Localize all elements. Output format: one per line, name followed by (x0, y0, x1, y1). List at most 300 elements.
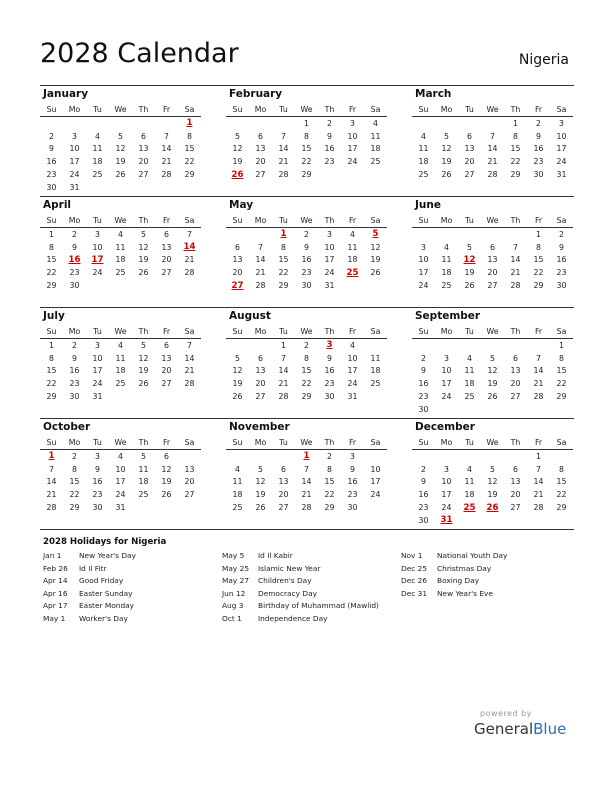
day-cell: 10 (69, 144, 80, 154)
day-cell: 18 (441, 268, 452, 278)
week-row (412, 117, 573, 130)
empty-day-cell (458, 450, 481, 463)
week-row (412, 130, 573, 143)
holiday-item (222, 576, 379, 589)
day-cell: 9 (49, 144, 54, 154)
empty-day-cell (481, 228, 504, 241)
day-cell: 20 (184, 477, 195, 487)
month-table (226, 102, 387, 181)
week-row (226, 117, 387, 130)
week-row (40, 117, 201, 130)
weekday-header: Su (226, 435, 249, 450)
week-row (412, 390, 573, 403)
day-cell: 19 (487, 379, 498, 389)
day-cell: 2 (559, 229, 564, 239)
day-cell: 15 (324, 477, 335, 487)
day-cell: 13 (278, 477, 289, 487)
holiday-name: New Year's Day (79, 551, 136, 560)
empty-day-cell (132, 117, 155, 130)
day-cell: 17 (418, 268, 429, 278)
empty-day-cell (527, 339, 550, 352)
day-cell: 11 (115, 353, 126, 363)
day-cell: 14 (161, 144, 172, 154)
weekday-header: We (481, 324, 504, 339)
holiday-date: Jun 12 (222, 588, 246, 598)
holiday-date: Aug 3 (222, 601, 244, 610)
day-cell: 12 (487, 477, 498, 487)
day-cell: 17 (69, 157, 80, 167)
day-cell: 30 (69, 392, 80, 402)
day-cell: 2 (327, 118, 332, 128)
day-cell: 28 (533, 503, 544, 513)
empty-day-cell (458, 117, 481, 130)
empty-day-cell (364, 450, 387, 463)
day-cell: 2 (72, 340, 77, 350)
day-cell: 9 (536, 131, 541, 141)
weekday-header: Mo (63, 435, 86, 450)
day-cell: 19 (487, 490, 498, 500)
day-cell: 1 (49, 340, 54, 350)
day-cell: 9 (421, 366, 426, 376)
day-cell: 17 (370, 477, 381, 487)
empty-day-cell (435, 339, 458, 352)
empty-day-cell (155, 501, 178, 514)
day-cell: 25 (464, 392, 475, 402)
weekday-header: We (481, 102, 504, 117)
empty-day-cell (249, 450, 272, 463)
holiday-day-cell: 1 (186, 118, 193, 129)
month-table (226, 435, 387, 514)
day-cell: 10 (370, 464, 381, 474)
day-cell: 30 (418, 515, 429, 525)
country-label: Nigeria (518, 52, 569, 68)
day-cell: 20 (138, 157, 149, 167)
month-december (412, 419, 574, 527)
day-cell: 5 (490, 353, 495, 363)
day-cell: 27 (278, 503, 289, 513)
weekday-header: Sa (364, 102, 387, 117)
day-cell: 24 (418, 281, 429, 291)
day-cell: 1 (513, 118, 518, 128)
day-cell: 13 (510, 366, 521, 376)
day-cell: 29 (46, 281, 57, 291)
day-cell: 5 (118, 131, 123, 141)
holiday-day-cell: 1 (48, 451, 55, 462)
day-cell: 12 (487, 366, 498, 376)
day-cell: 18 (138, 477, 149, 487)
week-row (226, 365, 387, 378)
day-cell: 24 (92, 379, 103, 389)
day-cell: 22 (278, 268, 289, 278)
day-cell: 24 (441, 392, 452, 402)
day-cell: 12 (232, 144, 243, 154)
day-cell: 29 (278, 281, 289, 291)
empty-day-cell (550, 514, 573, 527)
empty-day-cell (435, 403, 458, 416)
week-row (226, 155, 387, 168)
day-cell: 29 (556, 392, 567, 402)
day-cell: 19 (441, 157, 452, 167)
day-cell: 16 (418, 379, 429, 389)
empty-day-cell (109, 117, 132, 130)
day-cell: 16 (301, 255, 312, 265)
weekday-header: Sa (178, 102, 201, 117)
day-cell: 13 (138, 144, 149, 154)
holiday-name: Easter Monday (79, 601, 135, 610)
day-cell: 23 (418, 392, 429, 402)
weekday-header: Mo (249, 102, 272, 117)
day-cell: 15 (533, 255, 544, 265)
holiday-day-cell: 5 (372, 229, 379, 240)
weekday-header: Tu (458, 324, 481, 339)
day-cell: 8 (304, 131, 309, 141)
day-cell: 4 (118, 451, 123, 461)
empty-day-cell (550, 403, 573, 416)
holiday-name: Id Il Fitr (79, 563, 107, 573)
day-cell: 10 (441, 366, 452, 376)
holiday-item (401, 551, 507, 564)
day-cell: 22 (556, 490, 567, 500)
holiday-day-cell: 1 (280, 229, 287, 240)
day-cell: 3 (559, 118, 564, 128)
month-table (412, 102, 573, 181)
day-cell: 22 (69, 490, 80, 500)
day-cell: 21 (533, 379, 544, 389)
day-cell: 13 (464, 144, 475, 154)
day-cell: 29 (301, 170, 312, 180)
weekday-header: Su (226, 324, 249, 339)
day-cell: 5 (141, 229, 146, 239)
day-cell: 26 (441, 170, 452, 180)
week-row (40, 279, 201, 292)
day-cell: 28 (301, 503, 312, 513)
empty-day-cell (109, 390, 132, 403)
day-cell: 27 (161, 379, 172, 389)
day-cell: 20 (161, 255, 172, 265)
holiday-item (401, 564, 507, 577)
month-table (40, 435, 201, 514)
week-row (226, 488, 387, 501)
day-cell: 30 (418, 404, 429, 414)
day-cell: 6 (235, 242, 240, 252)
weekday-header: Fr (527, 324, 550, 339)
empty-day-cell (109, 181, 132, 194)
day-cell: 18 (370, 144, 381, 154)
day-cell: 3 (95, 229, 100, 239)
day-cell: 14 (278, 144, 289, 154)
day-cell: 29 (324, 503, 335, 513)
day-cell: 24 (441, 503, 452, 513)
holiday-name: National Youth Day (437, 551, 508, 560)
day-cell: 14 (255, 255, 266, 265)
week-row (226, 463, 387, 476)
day-cell: 2 (72, 229, 77, 239)
holiday-name: Children's Day (258, 576, 312, 585)
weekday-header: Mo (435, 435, 458, 450)
day-cell: 1 (304, 118, 309, 128)
empty-day-cell (364, 168, 387, 181)
empty-day-cell (481, 514, 504, 527)
day-cell: 26 (487, 392, 498, 402)
empty-day-cell (364, 501, 387, 514)
day-cell: 31 (115, 503, 126, 513)
day-cell: 6 (513, 464, 518, 474)
brand-logo[interactable] (474, 720, 566, 738)
day-cell: 2 (421, 464, 426, 474)
holiday-item (401, 576, 507, 589)
week-row (412, 488, 573, 501)
day-cell: 14 (46, 477, 57, 487)
day-cell: 26 (115, 170, 126, 180)
week-row (226, 339, 387, 352)
day-cell: 13 (510, 477, 521, 487)
week-row (226, 143, 387, 156)
day-cell: 29 (533, 281, 544, 291)
day-cell: 1 (281, 340, 286, 350)
weekday-header: We (295, 102, 318, 117)
day-cell: 11 (115, 242, 126, 252)
day-cell: 18 (92, 157, 103, 167)
day-cell: 18 (418, 157, 429, 167)
day-cell: 15 (510, 144, 521, 154)
weekday-header: Tu (458, 213, 481, 228)
day-cell: 27 (255, 392, 266, 402)
day-cell: 16 (92, 477, 103, 487)
day-cell: 7 (258, 242, 263, 252)
empty-day-cell (504, 450, 527, 463)
day-cell: 12 (232, 366, 243, 376)
day-cell: 4 (235, 464, 240, 474)
month-table (226, 324, 387, 403)
weekday-header: Th (504, 435, 527, 450)
weekday-header: Tu (458, 102, 481, 117)
month-june (412, 197, 574, 292)
day-cell: 18 (115, 255, 126, 265)
day-cell: 1 (49, 229, 54, 239)
day-cell: 24 (370, 490, 381, 500)
day-cell: 14 (533, 366, 544, 376)
empty-day-cell (481, 339, 504, 352)
empty-day-cell (458, 403, 481, 416)
day-cell: 21 (533, 490, 544, 500)
holiday-item (222, 564, 379, 577)
holiday-date: Apr 14 (43, 576, 68, 585)
brand-name-general: General (474, 720, 534, 738)
day-cell: 23 (533, 157, 544, 167)
day-cell: 17 (115, 477, 126, 487)
weekday-header: Sa (364, 213, 387, 228)
holiday-day-cell: 26 (486, 502, 499, 513)
weekday-header: Fr (341, 213, 364, 228)
month-table (226, 213, 387, 292)
empty-day-cell (364, 390, 387, 403)
day-cell: 9 (421, 477, 426, 487)
day-cell: 13 (255, 366, 266, 376)
day-cell: 29 (510, 170, 521, 180)
day-cell: 24 (69, 170, 80, 180)
day-cell: 5 (235, 131, 240, 141)
day-cell: 1 (536, 229, 541, 239)
day-cell: 8 (187, 131, 192, 141)
holiday-date: Oct 1 (222, 613, 242, 623)
day-cell: 7 (490, 131, 495, 141)
day-cell: 17 (347, 144, 358, 154)
week-row (412, 377, 573, 390)
day-cell: 8 (49, 353, 54, 363)
day-cell: 28 (278, 170, 289, 180)
holiday-day-cell: 27 (231, 280, 244, 291)
day-cell: 28 (487, 170, 498, 180)
weekday-header: Th (504, 324, 527, 339)
day-cell: 19 (232, 157, 243, 167)
week-row (40, 155, 201, 168)
month-table (40, 102, 201, 194)
day-cell: 3 (95, 340, 100, 350)
empty-day-cell (412, 339, 435, 352)
week-row (412, 143, 573, 156)
day-cell: 3 (350, 451, 355, 461)
day-cell: 1 (536, 451, 541, 461)
day-cell: 21 (255, 268, 266, 278)
day-cell: 11 (441, 255, 452, 265)
holiday-name: Good Friday (79, 576, 124, 585)
month-table (40, 213, 201, 292)
day-cell: 13 (161, 242, 172, 252)
week-row (412, 514, 573, 527)
weekday-header: Sa (550, 213, 573, 228)
empty-day-cell (132, 390, 155, 403)
week-row (40, 476, 201, 489)
empty-day-cell (504, 339, 527, 352)
day-cell: 25 (232, 503, 243, 513)
empty-day-cell (272, 450, 295, 463)
day-cell: 30 (347, 503, 358, 513)
holiday-day-cell: 14 (183, 242, 196, 253)
empty-day-cell (458, 339, 481, 352)
day-cell: 9 (327, 131, 332, 141)
holiday-day-cell: 12 (463, 254, 476, 265)
day-cell: 12 (161, 464, 172, 474)
day-cell: 25 (115, 268, 126, 278)
day-cell: 20 (278, 490, 289, 500)
empty-day-cell (226, 339, 249, 352)
weekday-header: We (109, 213, 132, 228)
day-cell: 30 (556, 281, 567, 291)
weekday-header: Th (504, 102, 527, 117)
empty-day-cell (435, 228, 458, 241)
holiday-name: Worker's Day (79, 613, 128, 623)
holiday-date: Jan 1 (43, 551, 62, 560)
day-cell: 10 (92, 353, 103, 363)
day-cell: 14 (533, 477, 544, 487)
empty-day-cell (341, 279, 364, 292)
month-march (412, 86, 574, 181)
day-cell: 27 (464, 170, 475, 180)
empty-day-cell (458, 514, 481, 527)
day-cell: 17 (92, 366, 103, 376)
page-title: 2028 Calendar (40, 38, 239, 69)
day-cell: 3 (421, 242, 426, 252)
empty-day-cell (86, 117, 109, 130)
day-cell: 12 (115, 144, 126, 154)
week-row (40, 254, 201, 267)
day-cell: 9 (304, 242, 309, 252)
empty-day-cell (504, 228, 527, 241)
day-cell: 20 (487, 268, 498, 278)
day-cell: 11 (138, 464, 149, 474)
month-name: October (43, 421, 91, 433)
day-cell: 12 (255, 477, 266, 487)
day-cell: 4 (421, 131, 426, 141)
month-october (40, 419, 202, 514)
day-cell: 1 (559, 340, 564, 350)
month-table (40, 324, 201, 403)
day-cell: 26 (255, 503, 266, 513)
day-cell: 6 (258, 131, 263, 141)
day-cell: 16 (324, 144, 335, 154)
empty-day-cell (178, 450, 201, 463)
day-cell: 7 (304, 464, 309, 474)
day-cell: 11 (370, 131, 381, 141)
week-row (226, 254, 387, 267)
day-cell: 6 (141, 131, 146, 141)
week-row (226, 390, 387, 403)
day-cell: 16 (324, 366, 335, 376)
day-cell: 30 (301, 281, 312, 291)
day-cell: 8 (513, 131, 518, 141)
day-cell: 23 (69, 379, 80, 389)
day-cell: 8 (327, 464, 332, 474)
day-cell: 19 (255, 490, 266, 500)
month-row (40, 196, 574, 307)
day-cell: 15 (46, 255, 57, 265)
holiday-item (401, 589, 507, 602)
day-cell: 12 (370, 242, 381, 252)
weekday-header: Fr (527, 213, 550, 228)
weekday-header: Su (40, 435, 63, 450)
holiday-item (43, 564, 136, 577)
month-november (226, 419, 388, 514)
week-row (40, 181, 201, 194)
empty-day-cell (178, 279, 201, 292)
day-cell: 6 (164, 451, 169, 461)
weekday-header: Fr (341, 102, 364, 117)
day-cell: 12 (441, 144, 452, 154)
weekday-header: We (109, 102, 132, 117)
week-row (412, 365, 573, 378)
week-row (226, 377, 387, 390)
day-cell: 22 (510, 157, 521, 167)
day-cell: 28 (184, 268, 195, 278)
empty-day-cell (226, 117, 249, 130)
empty-day-cell (155, 390, 178, 403)
day-cell: 5 (141, 340, 146, 350)
day-cell: 4 (118, 229, 123, 239)
day-cell: 3 (444, 353, 449, 363)
day-cell: 21 (46, 490, 57, 500)
day-cell: 13 (161, 353, 172, 363)
holiday-date: Dec 31 (401, 588, 428, 598)
day-cell: 7 (536, 353, 541, 363)
day-cell: 11 (232, 477, 243, 487)
holiday-name: Democracy Day (258, 588, 317, 598)
week-row (412, 339, 573, 352)
weekday-header: Sa (550, 435, 573, 450)
day-cell: 6 (258, 353, 263, 363)
holiday-name: Boxing Day (437, 576, 480, 585)
weekday-header: Mo (63, 213, 86, 228)
day-cell: 31 (324, 281, 335, 291)
